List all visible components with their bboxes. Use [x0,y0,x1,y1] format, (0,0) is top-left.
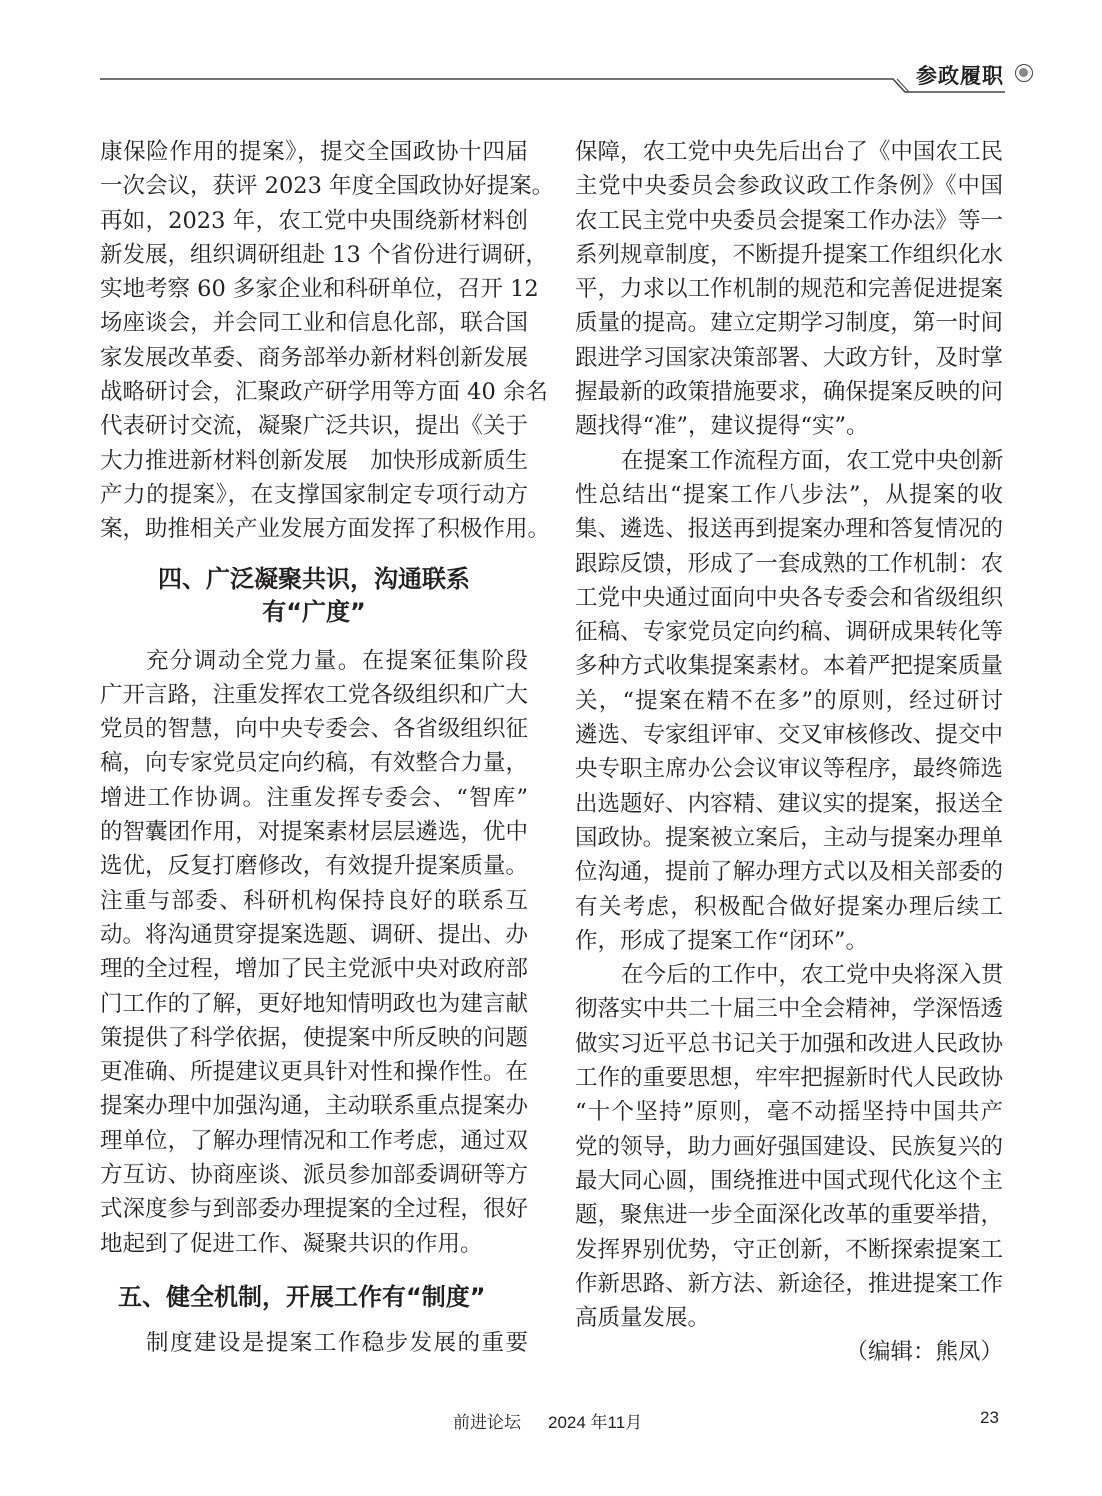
text-line: 高质量发展。 [575,1305,711,1332]
text-line: 多种方式收集提案素材。本着严把提案质量 [575,653,1003,680]
text-line: 央专职主席办公会议审议等程序，最终筛选 [575,756,1003,783]
text-line: 作，形成了提案工作“闭环”。 [575,927,869,954]
text-line: 充分调动全党力量。在提案征集阶段 [146,647,528,674]
header-rule [0,0,1102,110]
text-line: 作新思路、新方法、新途径，推进提案工作 [575,1270,1003,1297]
editor-credit: （编辑：熊凤） [845,1339,1003,1366]
issue-date: 2024 年11月 [548,1413,643,1432]
paragraph [575,135,1003,444]
text-line: 案，助推相关产业发展方面发挥了积极作用。 [100,516,551,543]
text-line: 集、遴选、报送再到提案办理和答复情况的 [575,516,1003,543]
paragraph [575,444,1003,958]
text-line: 题找得“准”，建议提得“实”。 [575,413,869,440]
text-line: 动。将沟通贯穿提案选题、调研、提出、办 [100,921,528,948]
text-line: 跟进学习国家决策部署、大政方针，及时掌 [575,344,1003,371]
text-line: 工作的重要思想，牢牢把握新时代人民政协 [575,1065,1003,1092]
text-line: 遴选、专家组评审、交叉审核修改、提交中 [575,722,1003,749]
text-line: 在提案工作流程方面，农工党中央创新 [621,447,1004,474]
right-column [575,135,1003,1370]
text-line: 征稿、专家党员定向约稿、调研成果转化等 [575,619,1003,646]
text-line: 握最新的政策措施要求，确保提案反映的问 [575,379,1003,406]
text-line: 平，力求以工作机制的规范和完善促进提案 [575,276,1003,303]
text-line: 关，“提案在精不在多”的原则，经过研讨 [575,687,1003,714]
text-line: 题，聚焦进一步全面深化改革的重要举措， [575,1202,1003,1229]
text-line: 工党中央通过面向中央各专委会和省级组织 [575,584,1003,611]
text-line: 康保险作用的提案》，提交全国政协十四届 [100,139,528,165]
text-line: 提案办理中加强沟通，主动联系重点提案办 [100,1093,528,1120]
text-line: 家发展改革委、商务部举办新材料创新发展 [100,344,528,371]
text-line: 地起到了促进工作、凝聚共识的作用。 [100,1230,483,1257]
text-line: 党的领导，助力画好强国建设、民族复兴的 [575,1133,1003,1160]
text-line: 一次会议，获评 2023 年度全国政协好提案。 [100,173,555,200]
text-line: 再如，2023 年，农工党中央围绕新材料创 [100,207,528,234]
page-number: 23 [980,1408,999,1427]
text-line: 党员的智慧，向中央专委会、各省级组织征 [100,716,528,743]
section-title: 参政履职 [916,63,1004,88]
text-line: 理的全过程，增加了民主党派中央对政府部 [100,956,528,983]
text-line: 场座谈会，并会同工业和信息化部，联合国 [100,310,528,337]
text-line: 发挥界别优势，守正创新，不断探索提案工 [575,1236,1003,1263]
text-line: 跟踪反馈，形成了一套成熟的工作机制：农 [575,550,1003,577]
text-line: “十个坚持”原则，毫不动摇坚持中国共产 [575,1099,1003,1126]
paragraph [100,1326,528,1360]
paragraph [575,958,1003,1335]
text-line: 代表研讨交流，凝聚广泛共识，提出《关于 [100,413,528,440]
text-line: 更准确、所提建议更具针对性和操作性。在 [100,1059,528,1086]
text-line: 增进工作协调。注重发挥专委会、“智库” [100,784,528,811]
text-line: 注重与部委、科研机构保持良好的联系互 [100,887,528,914]
target-circle-icon [1015,64,1033,82]
text-line: 广开言路，注重发挥农工党各级组织和广大 [100,681,528,708]
text-line: 大力推进新材料创新发展 加快形成新质生 [100,447,528,474]
paragraph [100,644,528,1261]
paragraph [100,135,555,547]
text-line: 农工民主党中央委员会提案工作办法》等一 [575,207,1003,234]
section-heading-4 [100,563,528,629]
text-line: 制度建设是提案工作稳步发展的重要 [146,1329,528,1356]
heading-line: 有“广度” [262,597,366,626]
text-line: 策提供了科学依据，使提案中所反映的问题 [100,1024,528,1051]
left-column [100,135,555,1360]
journal-name: 前进论坛 [453,1413,521,1432]
text-line: 方互访、协商座谈、派员参加部委调研等方 [100,1162,528,1189]
text-line: 选优，反复打磨修改，有效提升提案质量。 [100,853,528,880]
text-line: 式深度参与到部委办理提案的全过程，很好 [100,1196,528,1223]
text-line: 在今后的工作中，农工党中央将深入贯 [621,962,1004,989]
text-line: 最大同心圆，围绕推进中国式现代化这个主 [575,1167,1003,1194]
text-line: 产力的提案》，在支撑国家制定专项行动方 [100,481,528,508]
text-line: 战略研讨会，汇聚政产研学用等方面 40 余名 [100,379,548,406]
text-line: 性总结出“提案工作八步法”，从提案的收 [575,481,1003,508]
text-line: 新发展，组织调研组赴 13 个省份进行调研， [100,241,548,268]
text-line: 有关考虑，积极配合做好提案办理后续工 [575,893,1003,920]
text-line: 做实习近平总书记关于加强和改进人民政协 [575,1030,1003,1057]
text-line: 的智囊团作用，对提案素材层层遴选，优中 [100,819,528,846]
text-line: 国政协。提案被立案后，主动与提案办理单 [575,824,1003,851]
text-line: 保障，农工党中央先后出台了《中国农工民 [575,139,1003,165]
text-line: 稿，向专家党员定向约稿，有效整合力量， [100,750,528,777]
heading-line: 四、广泛凝聚共识，沟通联系 [158,564,470,593]
text-line: 理单位，了解办理情况和工作考虑，通过双 [100,1127,528,1154]
text-line: 主党中央委员会参政议政工作条例》《中国 [575,173,1003,200]
text-line: 位沟通，提前了解办理方式以及相关部委的 [575,859,1003,886]
text-line: 系列规章制度，不断提升提案工作组织化水 [575,241,1003,268]
text-line: 彻落实中共二十届三中全会精神，学深悟透 [575,996,1003,1023]
text-line: 出选题好、内容精、建议实的提案，报送全 [575,790,1003,817]
text-line: 质量的提高。建立定期学习制度，第一时间 [575,310,1003,337]
section-heading-5: 五、健全机制，开展工作有“制度” [118,1282,486,1311]
text-line: 实地考察 60 多家企业和科研单位，召开 12 [100,276,539,303]
text-line: 门工作的了解，更好地知情明政也为建言献 [100,990,528,1017]
